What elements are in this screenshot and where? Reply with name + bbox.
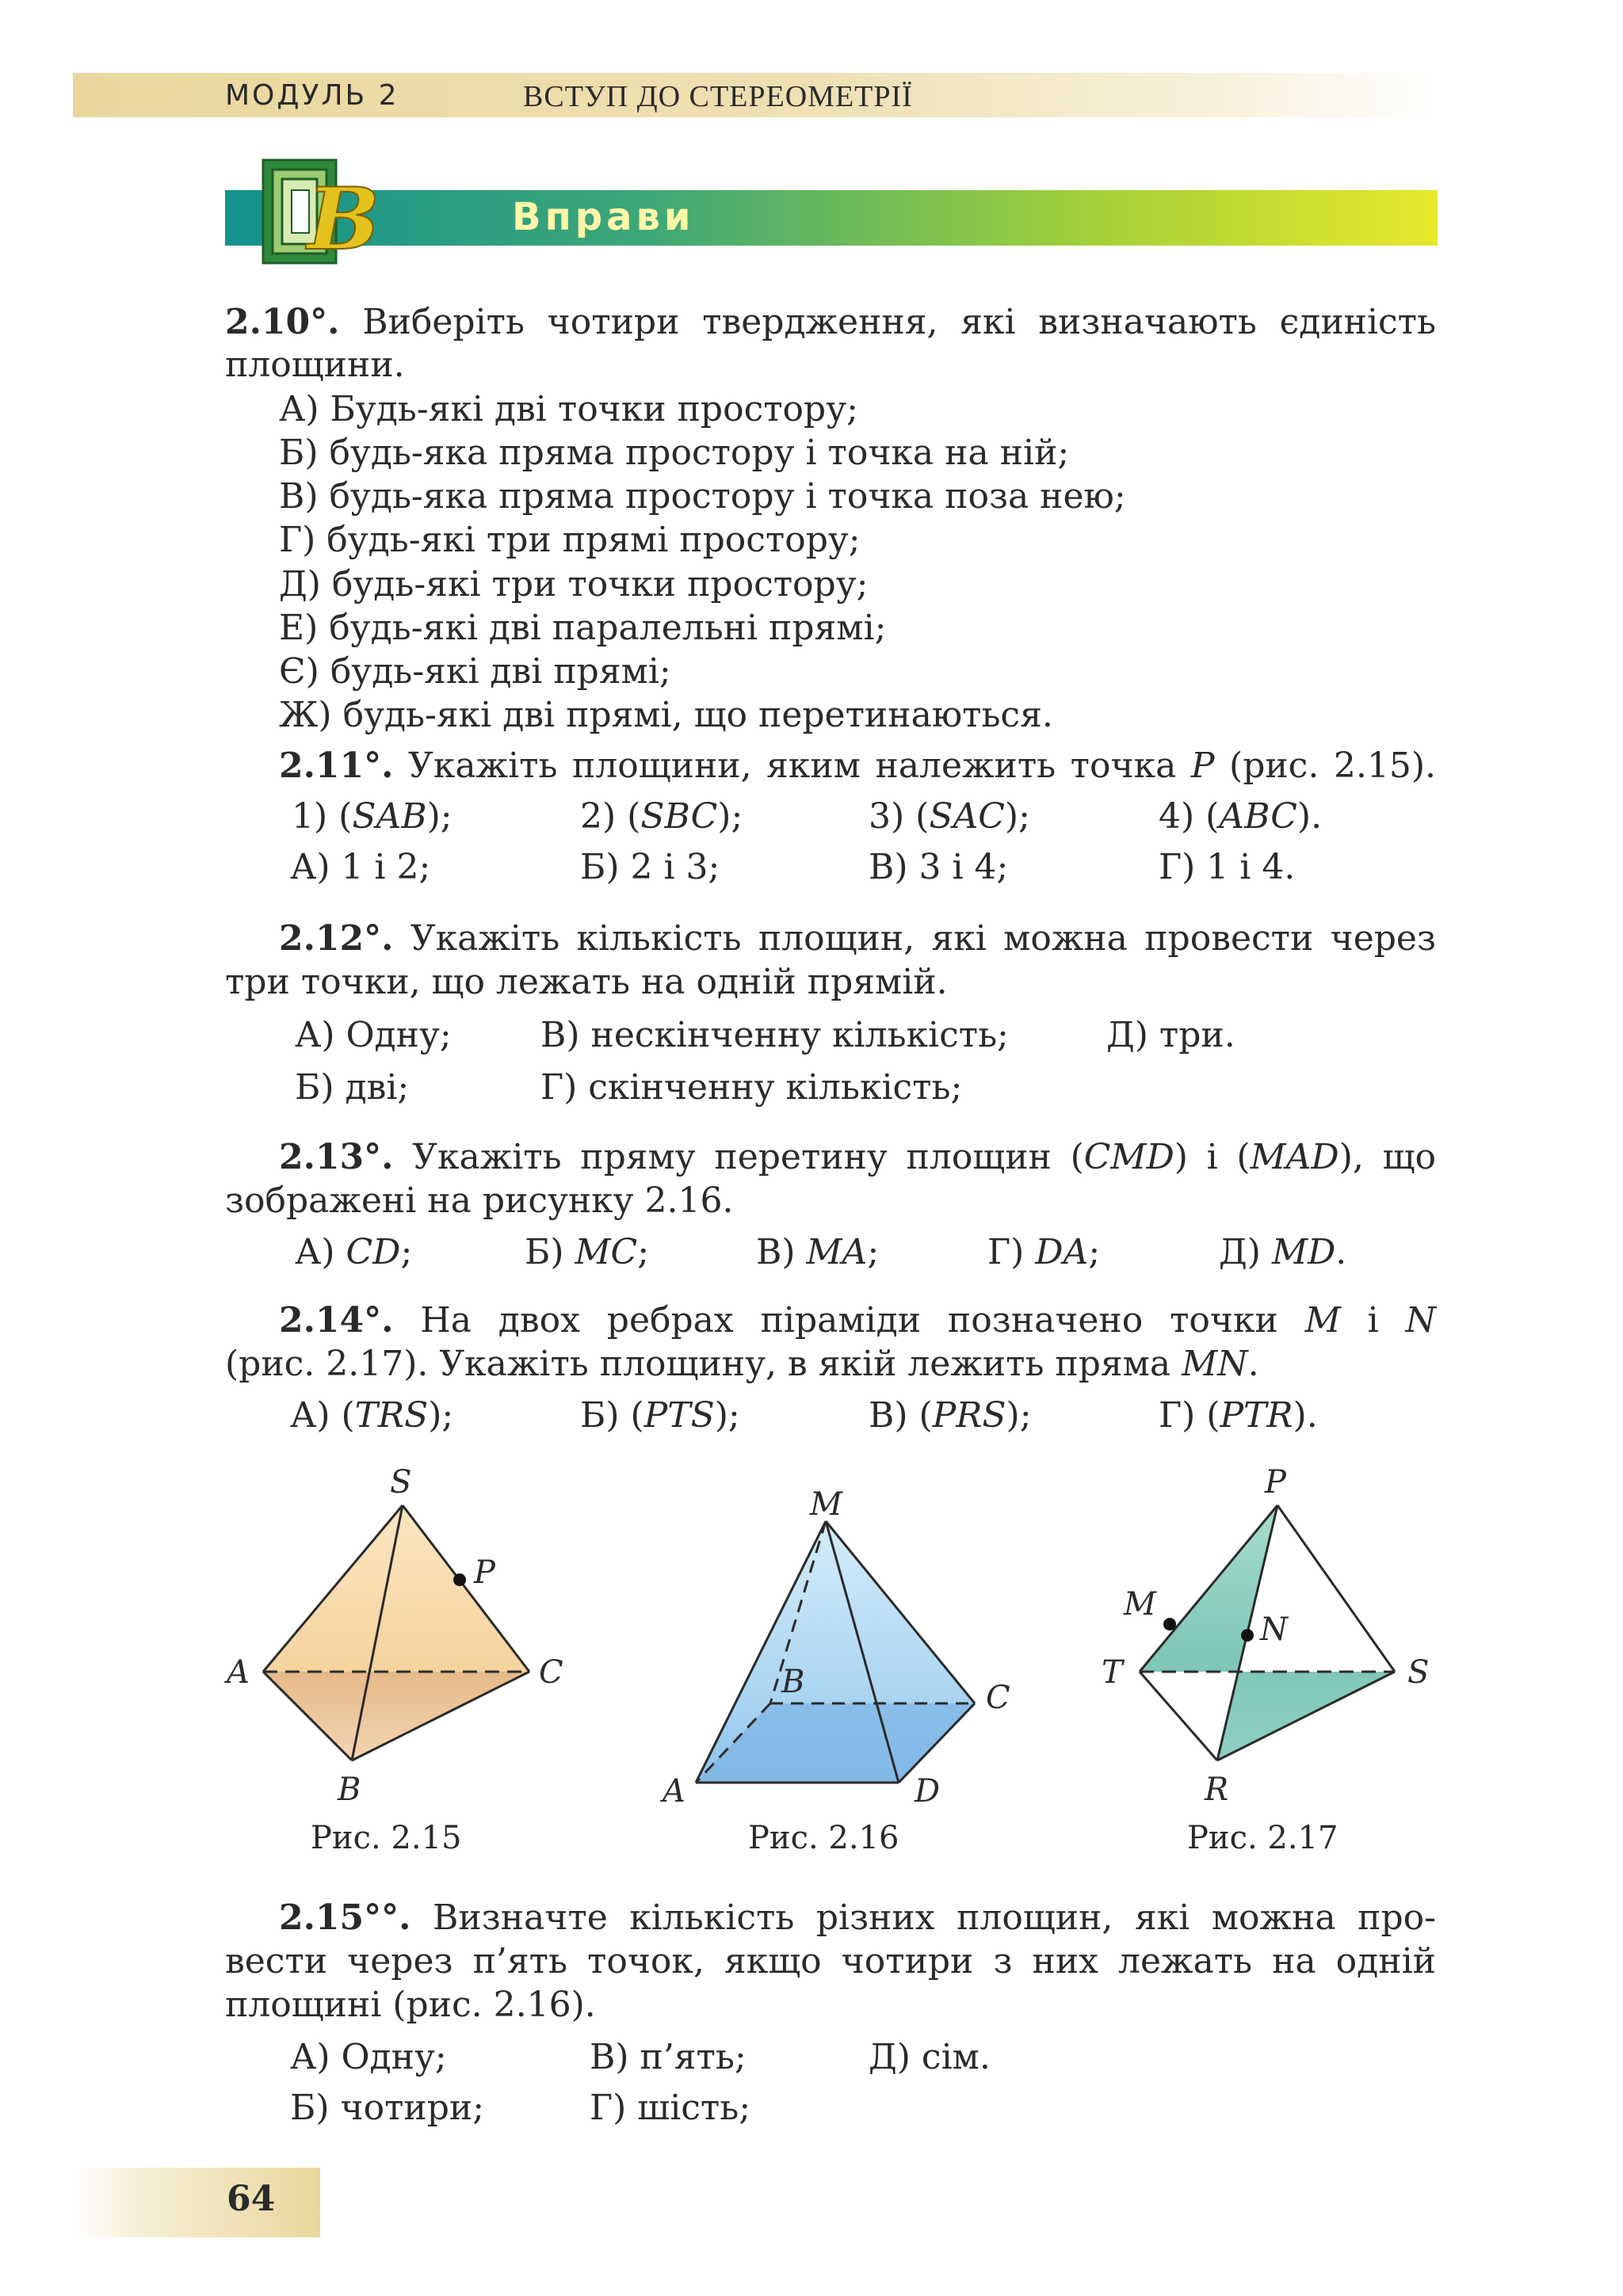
ex211-number: 2.11°. [279,746,394,786]
ex212-answer-d: Д) три. [1106,1015,1235,1055]
ex214-answer-a: А) (TRS); [290,1395,454,1436]
ex210-option-v: В) будь-яка пряма простору і точка поза нею; [279,476,1126,517]
label-p: P [1265,1464,1286,1501]
ex215-answer-d: Д) сім. [869,2037,991,2077]
edge-tr [1140,1672,1217,1760]
ex212-number: 2.12°. [279,918,394,959]
ex215-question-line3: площині (рис. 2.16). [225,1985,596,2025]
ex213-question-line2: зображені на рисунку 2.16. [225,1180,734,1221]
ex210-option-b: Б) будь-яка пряма простору і точка на ній; [279,433,1070,473]
label-p: P [474,1554,495,1591]
ex212-answer-v: В) нескінченну кількість; [540,1015,1009,1055]
ex212-question-line2: три точки, що лежать на одній прямій. [225,962,948,1002]
ex212-question-line1: 2.12°. Укажіть кількість площин, які можна провести через [279,918,1436,959]
label-a: A [227,1654,250,1691]
ex211-answer-v: В) 3 і 4; [869,847,1009,887]
ex215-number: 2.15°°. [279,1897,411,1938]
ex214-number: 2.14°. [279,1300,394,1341]
ex211-plane-4: 4) (ABC). [1159,796,1323,837]
ex213-answer-b: Б) MC; [525,1232,650,1272]
ex210-option-a: А) Будь-які дві точки простору; [279,389,858,429]
ex214-answer-v: В) (PRS); [869,1395,1032,1436]
label-d: D [915,1773,941,1806]
label-a: A [663,1773,685,1806]
point-m [1163,1618,1176,1630]
ex212-answer-g: Г) скінченну кількість; [540,1067,963,1108]
ex210-question-line1: 2.10°. Виберіть чотири твердження, які визначають єдиність [225,302,1436,342]
ex215-answer-b: Б) чотири; [290,2088,485,2128]
fig217-caption: Рис. 2.17 [1187,1820,1338,1856]
ex211-answer-g: Г) 1 і 4. [1159,847,1296,887]
fig215-caption: Рис. 2.15 [311,1820,462,1856]
ex214-answer-g: Г) (PTR). [1159,1395,1318,1436]
label-s: S [1407,1654,1430,1691]
ex210-option-ye: Є) будь-які дві прямі; [279,651,671,692]
ex211-plane-3: 3) (SAC); [869,796,1030,837]
ex212-answer-b: Б) дві; [295,1067,410,1108]
ex210-option-e: Е) будь-які дві паралельні прямі; [279,608,887,648]
running-header [73,73,1436,117]
ex213-answer-d: Д) MD. [1219,1232,1347,1272]
ex214-question-line1: 2.14°. На двох ребрах піраміди позначено точки M і N [279,1300,1437,1341]
ex211-plane-1: 1) (SAB); [292,796,453,837]
label-c: C [986,1680,1010,1716]
ex214-question-line2: (рис. 2.17). Укажіть площину, в якій лежить пряма MN. [225,1344,1259,1384]
ex210-option-zh: Ж) будь-які дві прямі, що перетинаються. [279,695,1053,735]
page-number-band [73,2168,320,2237]
label-n: N [1260,1611,1288,1648]
fig216-caption: Рис. 2.16 [748,1820,899,1856]
label-r: R [1205,1772,1229,1808]
ex213-answer-v: В) MA; [756,1232,880,1272]
logo-letter: В [307,170,380,269]
ex210-option-g: Г) будь-які три прямі простору; [279,520,861,560]
ex212-answer-a: А) Одну; [295,1015,452,1055]
label-c: C [539,1654,563,1691]
ex215-answer-a: А) Одну; [290,2037,447,2077]
ex213-answer-a: А) CD; [295,1232,413,1272]
ex211-plane-2: 2) (SBC); [580,796,743,837]
module-label: МОДУЛЬ 2 [225,79,399,112]
label-m: M [1124,1586,1156,1623]
exercises-title: Вправи [512,195,695,239]
ex215-question-line1: 2.15°°. Визначте кількість різних площин, які можна про- [279,1897,1436,1938]
ex215-answer-g: Г) шість; [590,2088,751,2128]
ex210-option-d: Д) будь-які три точки простору; [279,564,869,605]
label-m: M [810,1489,842,1523]
ex210-question-line2: площини. [225,345,405,385]
ex214-answer-b: Б) (PTS); [580,1395,740,1436]
point-p [453,1573,466,1586]
figure-2-16 [647,1489,1027,1806]
ex213-number: 2.13°. [279,1137,394,1177]
ex211-answer-a: А) 1 і 2; [290,847,431,887]
page-number: 64 [227,2179,276,2219]
label-b: B [338,1772,361,1808]
label-s: S [390,1464,412,1501]
figure-2-15 [214,1464,594,1813]
ex211-answer-b: Б) 2 і 3; [580,847,720,887]
point-n [1241,1629,1254,1642]
section-title: ВСТУП ДО СТЕРЕОМЕТРІЇ [523,80,913,113]
ex215-answer-v: В) п’ять; [590,2037,747,2077]
edge-ps [1277,1505,1395,1672]
ex213-answer-g: Г) DA; [987,1232,1101,1272]
exercises-logo-icon [262,155,420,274]
label-t: T [1102,1654,1123,1691]
label-b: B [781,1664,805,1700]
ex213-question-line1: 2.13°. Укажіть пряму перетину площин (CMD) і (MAD), що [279,1137,1436,1177]
ex210-number: 2.10°. [225,302,340,342]
ex211-question: 2.11°. Укажіть площини, яким належить точка P (рис. 2.15). [279,746,1436,786]
ex215-question-line2: вести через п’ять точок, якщо чотири з них лежать на одній [225,1941,1436,1981]
fig215-lower-face [263,1672,529,1760]
figure-2-17 [1094,1464,1458,1813]
